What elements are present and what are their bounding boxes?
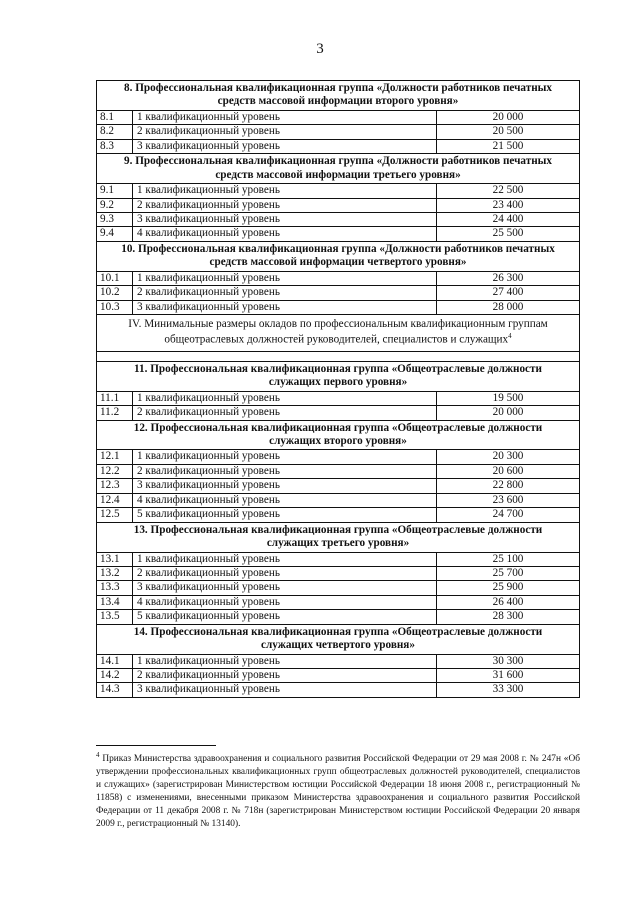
qualification-level: 2 квалификационный уровень [133, 198, 437, 212]
qualification-level: 4 квалификационный уровень [133, 595, 437, 609]
table-row [97, 581, 580, 595]
group-title: 11. Профессиональная квалификационная группа «Общеотраслевые должности служащих первого уровня» [97, 361, 580, 391]
table-row [97, 493, 580, 507]
qualification-level: 3 квалификационный уровень [133, 300, 437, 314]
table-row [97, 683, 580, 697]
qualification-level: 2 квалификационный уровень [133, 464, 437, 478]
row-number: 10.1 [97, 271, 133, 285]
table-row [97, 110, 580, 124]
table-row [97, 479, 580, 493]
table-row [97, 391, 580, 405]
salary-value: 20 600 [437, 464, 580, 478]
spacer-row [97, 351, 580, 361]
table-section-b [97, 361, 580, 697]
salary-table [96, 80, 580, 698]
row-number: 13.1 [97, 552, 133, 566]
salary-value: 20 000 [437, 406, 580, 420]
salary-value: 28 300 [437, 610, 580, 624]
qualification-level: 2 квалификационный уровень [133, 125, 437, 139]
salary-value: 30 300 [437, 654, 580, 668]
table-row [97, 595, 580, 609]
table-row [97, 227, 580, 241]
salary-value: 27 400 [437, 286, 580, 300]
salary-value: 20 000 [437, 110, 580, 124]
table-row [97, 610, 580, 624]
table-row [97, 286, 580, 300]
qualification-level: 1 квалификационный уровень [133, 110, 437, 124]
row-number: 8.3 [97, 139, 133, 153]
qualification-level: 1 квалификационный уровень [133, 271, 437, 285]
row-number: 9.1 [97, 184, 133, 198]
group-title: 14. Профессиональная квалификационная группа «Общеотраслевые должности служащих четвертого уровня» [97, 624, 580, 654]
table-row [97, 300, 580, 314]
row-number: 10.2 [97, 286, 133, 300]
row-number: 13.3 [97, 581, 133, 595]
qualification-level: 3 квалификационный уровень [133, 212, 437, 226]
salary-value: 26 300 [437, 271, 580, 285]
section-heading [97, 315, 580, 352]
table-section-a [97, 81, 580, 315]
group-header-row [97, 522, 580, 552]
row-number: 13.4 [97, 595, 133, 609]
salary-value: 23 600 [437, 493, 580, 507]
table-section-heading [97, 315, 580, 362]
salary-value: 25 500 [437, 227, 580, 241]
table-row [97, 566, 580, 580]
footnote-divider [96, 745, 216, 746]
group-title: 8. Профессиональная квалификационная группа «Должности работников печатных средств массовой информации второго уровня» [97, 81, 580, 111]
group-title: 10. Профессиональная квалификационная группа «Должности работников печатных средств массовой информации четвертого уровня» [97, 241, 580, 271]
table-row [97, 184, 580, 198]
row-number: 12.1 [97, 450, 133, 464]
footnote [96, 751, 580, 831]
qualification-level: 5 квалификационный уровень [133, 610, 437, 624]
qualification-level: 3 квалификационный уровень [133, 581, 437, 595]
salary-value: 19 500 [437, 391, 580, 405]
group-header-row [97, 154, 580, 184]
row-number: 12.4 [97, 493, 133, 507]
table-row [97, 212, 580, 226]
table-row [97, 552, 580, 566]
row-number: 14.2 [97, 669, 133, 683]
qualification-level: 4 квалификационный уровень [133, 227, 437, 241]
salary-value: 25 700 [437, 566, 580, 580]
footnote-reference: 4 [508, 331, 512, 340]
qualification-level: 1 квалификационный уровень [133, 391, 437, 405]
row-number: 12.2 [97, 464, 133, 478]
salary-value: 25 100 [437, 552, 580, 566]
table-row [97, 508, 580, 522]
group-header-row [97, 241, 580, 271]
qualification-level: 2 квалификационный уровень [133, 669, 437, 683]
group-header-row [97, 420, 580, 450]
row-number: 11.1 [97, 391, 133, 405]
salary-value: 20 500 [437, 125, 580, 139]
row-number: 8.2 [97, 125, 133, 139]
table-row [97, 198, 580, 212]
table-row [97, 271, 580, 285]
row-number: 14.1 [97, 654, 133, 668]
qualification-level: 1 квалификационный уровень [133, 184, 437, 198]
group-title: 9. Профессиональная квалификационная группа «Должности работников печатных средств массовой информации третьего уровня» [97, 154, 580, 184]
qualification-level: 3 квалификационный уровень [133, 683, 437, 697]
salary-value: 20 300 [437, 450, 580, 464]
group-header-row [97, 624, 580, 654]
table-row [97, 464, 580, 478]
salary-value: 22 500 [437, 184, 580, 198]
row-number: 8.1 [97, 110, 133, 124]
qualification-level: 4 квалификационный уровень [133, 493, 437, 507]
footnote-text: Приказ Министерства здравоохранения и социального развития Российской Федерации от 29 мая 2008 г. № 247н «Об утверждении профессиональных квалификационных групп общеотраслевых должностей руководителей, специалистов и служащих» (зарегистрирован Министерством юстиции Российской Федерации 18 июня 2008 г., регистрационный № 11858) с изменениями, внесенными приказом Министерства здравоохранения и социального развития Российской Федерации от 11 декабря 2008 г. № 718н (зарегистрирован Министерством юстиции Российской Федерации 20 января 2009 г., регистрационный № 13140). [96, 754, 580, 829]
salary-value: 33 300 [437, 683, 580, 697]
page-number: 3 [316, 41, 324, 57]
row-number: 9.3 [97, 212, 133, 226]
salary-value: 26 400 [437, 595, 580, 609]
qualification-level: 1 квалификационный уровень [133, 654, 437, 668]
qualification-level: 1 квалификационный уровень [133, 450, 437, 464]
section-heading-text: IV. Минимальные размеры окладов по профессиональным квалификационным группам общеотраслевых должностей руководителей, специалистов и служащих [128, 318, 548, 346]
salary-value: 31 600 [437, 669, 580, 683]
table-row [97, 139, 580, 153]
qualification-level: 3 квалификационный уровень [133, 139, 437, 153]
salary-value: 28 000 [437, 300, 580, 314]
qualification-level: 2 квалификационный уровень [133, 286, 437, 300]
salary-value: 25 900 [437, 581, 580, 595]
table-row [97, 406, 580, 420]
salary-value: 24 400 [437, 212, 580, 226]
group-header-row [97, 81, 580, 111]
salary-value: 21 500 [437, 139, 580, 153]
row-number: 10.3 [97, 300, 133, 314]
footnote-marker: 4 [96, 751, 100, 759]
row-number: 9.4 [97, 227, 133, 241]
qualification-level: 3 квалификационный уровень [133, 479, 437, 493]
row-number: 11.2 [97, 406, 133, 420]
row-number: 14.3 [97, 683, 133, 697]
table-row [97, 669, 580, 683]
qualification-level: 5 квалификационный уровень [133, 508, 437, 522]
table-row [97, 450, 580, 464]
qualification-level: 1 квалификационный уровень [133, 552, 437, 566]
group-title: 12. Профессиональная квалификационная группа «Общеотраслевые должности служащих второго уровня» [97, 420, 580, 450]
salary-value: 22 800 [437, 479, 580, 493]
group-header-row [97, 361, 580, 391]
salary-value: 24 700 [437, 508, 580, 522]
row-number: 12.3 [97, 479, 133, 493]
row-number: 9.2 [97, 198, 133, 212]
table-row [97, 654, 580, 668]
table-row [97, 125, 580, 139]
salary-value: 23 400 [437, 198, 580, 212]
row-number: 13.2 [97, 566, 133, 580]
qualification-level: 2 квалификационный уровень [133, 406, 437, 420]
row-number: 13.5 [97, 610, 133, 624]
qualification-level: 2 квалификационный уровень [133, 566, 437, 580]
row-number: 12.5 [97, 508, 133, 522]
group-title: 13. Профессиональная квалификационная группа «Общеотраслевые должности служащих третьего уровня» [97, 522, 580, 552]
